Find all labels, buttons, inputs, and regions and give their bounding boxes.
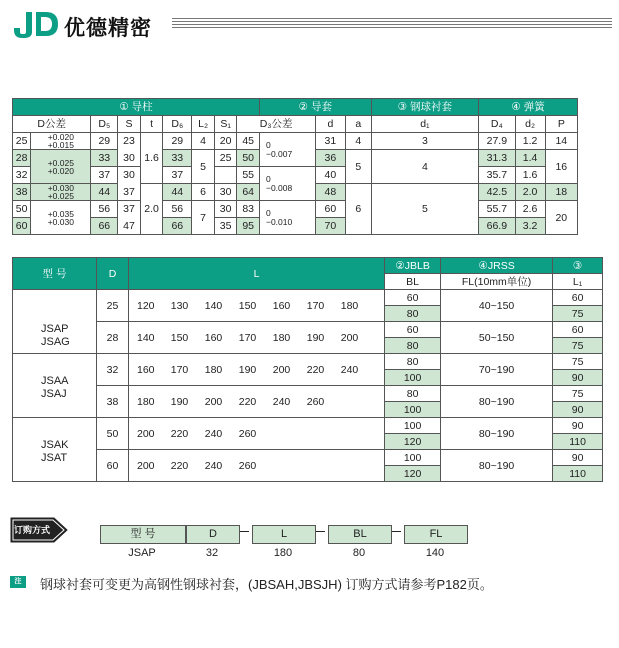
col-l2: L₂ (192, 116, 215, 133)
model-name: JSAA (41, 374, 69, 387)
l1-cell: 75 (553, 306, 603, 322)
l-cell: 120 (129, 290, 163, 322)
l-cell (367, 386, 385, 418)
l-cell: 140 (197, 290, 231, 322)
fl-cell: 70~190 (441, 354, 553, 386)
bl-cell: 120 (385, 434, 441, 450)
group-spring: ④ 弹簧 (479, 99, 578, 116)
order-field-l: L (252, 525, 316, 544)
l1-cell: 90 (553, 450, 603, 466)
bl-cell: 80 (385, 338, 441, 354)
l-cell: 260 (231, 418, 265, 450)
fl-cell: 80~190 (441, 418, 553, 450)
l-cell: 140 (129, 322, 163, 354)
col-fl: FL(10mm单位) (441, 274, 553, 290)
order-example-l: 180 (273, 547, 293, 559)
l-cell (299, 450, 333, 482)
col-d1: d₁ (371, 116, 478, 133)
spec-table-2 (12, 257, 603, 482)
l-cell: 160 (197, 322, 231, 354)
l-cell (265, 450, 299, 482)
l-cell: 220 (231, 386, 265, 418)
bl-cell: 60 (385, 322, 441, 338)
l-cell: 200 (197, 386, 231, 418)
l1-cell: 90 (553, 402, 603, 418)
l-cell: 180 (129, 386, 163, 418)
fl-cell: 80~190 (441, 450, 553, 482)
model-name: JSAG (41, 335, 70, 348)
model-cell (13, 418, 97, 482)
header-rule (172, 18, 612, 30)
l-cell (299, 418, 333, 450)
col-jrss: ④JRSS (441, 258, 553, 274)
order-field-model: 型 号 (100, 525, 186, 544)
order-field-fl: FL (404, 525, 468, 544)
footnote (10, 573, 610, 591)
model-name: JSAK (41, 438, 69, 451)
l-cell: 220 (163, 418, 197, 450)
order-example-fl: 140 (425, 547, 445, 559)
d-cell: 25 (97, 290, 129, 322)
l-cell: 240 (265, 386, 299, 418)
l1-cell: 75 (553, 338, 603, 354)
fl-cell: 40~150 (441, 290, 553, 322)
bl-cell: 60 (385, 290, 441, 306)
l1-cell: 110 (553, 466, 603, 482)
col-a: a (345, 116, 371, 133)
l-cell: 200 (265, 354, 299, 386)
l1-cell: 110 (553, 434, 603, 450)
order-dash (240, 531, 249, 532)
bl-cell: 80 (385, 386, 441, 402)
l1-cell: 75 (553, 354, 603, 370)
col-3: ③ (553, 258, 603, 274)
l-cell: 190 (163, 386, 197, 418)
header (12, 8, 612, 42)
group-guide-bush: ② 导套 (259, 99, 371, 116)
model-name: JSAT (41, 451, 68, 464)
order-field-d: D (186, 525, 240, 544)
fl-cell: 80~190 (441, 386, 553, 418)
col-s: S (118, 116, 141, 133)
l-cell (265, 418, 299, 450)
l-cell: 180 (265, 322, 299, 354)
col-jblb: ②JBLB (385, 258, 441, 274)
bl-cell: 100 (385, 450, 441, 466)
jd-logo-icon (12, 10, 60, 38)
l-cell (333, 418, 367, 450)
l-cell: 150 (163, 322, 197, 354)
col-model: 型 号 (13, 258, 97, 290)
col-d6: D₆ (163, 116, 192, 133)
col-l1: L₁ (553, 274, 603, 290)
l-cell: 150 (231, 290, 265, 322)
l-cell (367, 322, 385, 354)
col-d2: d₂ (515, 116, 545, 133)
order-dash (316, 531, 325, 532)
l1-cell: 60 (553, 322, 603, 338)
bl-cell: 100 (385, 402, 441, 418)
table-row: 32 37 30 37 55 0 −0.008 40 35.7 1.6 (13, 167, 578, 184)
table-row: 38 +0.030 +0.025 44 37 2.0 44 6 30 64 48 6 5 42.5 2.0 18 (13, 184, 578, 201)
spec-table-1 (12, 98, 578, 235)
bl-cell: 80 (385, 354, 441, 370)
l-cell: 130 (163, 290, 197, 322)
group-ball-bush: ③ 钢球衬套 (371, 99, 478, 116)
table-row (13, 290, 603, 306)
d-cell: 32 (97, 354, 129, 386)
col-d: d (315, 116, 345, 133)
l-cell (367, 450, 385, 482)
order-method (10, 517, 610, 567)
l-cell (333, 386, 367, 418)
col-d-tol: D公差 (13, 116, 91, 133)
l-cell (367, 354, 385, 386)
col-s1: S₁ (214, 116, 237, 133)
l-cell: 170 (231, 322, 265, 354)
col-d: D (97, 258, 129, 290)
l-cell: 180 (333, 290, 367, 322)
l-cell: 240 (197, 450, 231, 482)
l1-cell: 90 (553, 370, 603, 386)
l1-cell: 75 (553, 386, 603, 402)
table-row: 60 66 47 66 35 95 70 66.9 3.2 (13, 218, 578, 235)
l-cell: 190 (299, 322, 333, 354)
model-name: JSAP (41, 322, 69, 335)
l-cell: 160 (265, 290, 299, 322)
table-row: 25 +0.020 +0.015 29 23 1.6 29 4 20 45 0 −0.007 31 4 3 27.9 1.2 14 (13, 133, 578, 150)
l-cell: 170 (163, 354, 197, 386)
l-cell: 190 (231, 354, 265, 386)
l-cell: 240 (197, 418, 231, 450)
l-cell: 180 (197, 354, 231, 386)
l-cell: 240 (333, 354, 367, 386)
col-bl: BL (385, 274, 441, 290)
model-cell (13, 354, 97, 418)
col-d5: D₅ (91, 116, 118, 133)
table-row (13, 354, 603, 370)
d-cell: 60 (97, 450, 129, 482)
l-cell: 220 (163, 450, 197, 482)
d-cell: 28 (97, 322, 129, 354)
bl-cell: 100 (385, 418, 441, 434)
order-label: 订购方式 (14, 525, 51, 535)
bl-cell: 80 (385, 306, 441, 322)
col-d3-tol: D₃公差 (237, 116, 315, 133)
l-cell (367, 290, 385, 322)
note-text: 钢球衬套可变更为高钢性钢球衬套，(JBSAH,JBSJH) 订购方式请参考P182页。 (40, 577, 493, 592)
l1-cell: 60 (553, 290, 603, 306)
l-cell: 170 (299, 290, 333, 322)
model-cell (13, 290, 97, 354)
order-example-model: JSAP (128, 547, 156, 559)
l-cell: 220 (299, 354, 333, 386)
col-t: t (140, 116, 163, 133)
table-row (13, 386, 603, 402)
model-name: JSAJ (41, 387, 67, 400)
l-cell: 260 (299, 386, 333, 418)
note-icon: 注 (10, 576, 26, 588)
fl-cell: 50~150 (441, 322, 553, 354)
l-cell: 260 (231, 450, 265, 482)
d-cell: 38 (97, 386, 129, 418)
order-field-bl: BL (328, 525, 392, 544)
table-row: 50 +0.035 +0.030 56 37 56 7 30 83 0 −0.010 60 55.7 2.6 20 (13, 201, 578, 218)
l-cell: 200 (333, 322, 367, 354)
order-example-bl: 80 (352, 547, 366, 559)
col-p: P (545, 116, 577, 133)
l1-cell: 90 (553, 418, 603, 434)
l-cell: 160 (129, 354, 163, 386)
l-cell (333, 450, 367, 482)
brand-name: 优德精密 (64, 17, 152, 40)
bl-cell: 120 (385, 466, 441, 482)
l-cell (367, 418, 385, 450)
table-row: 28 +0.025 +0.020 33 30 33 5 25 50 36 5 4 31.3 1.4 16 (13, 150, 578, 167)
order-example-d: 32 (205, 547, 219, 559)
group-guide-pillar: ① 导柱 (13, 99, 260, 116)
d-cell: 50 (97, 418, 129, 450)
col-l: L (129, 258, 385, 290)
l-cell: 200 (129, 418, 163, 450)
table-row (13, 322, 603, 338)
table-row (13, 418, 603, 434)
col-d4: D₄ (479, 116, 516, 133)
table-row (13, 450, 603, 466)
bl-cell: 100 (385, 370, 441, 386)
l-cell: 200 (129, 450, 163, 482)
order-dash (392, 531, 401, 532)
